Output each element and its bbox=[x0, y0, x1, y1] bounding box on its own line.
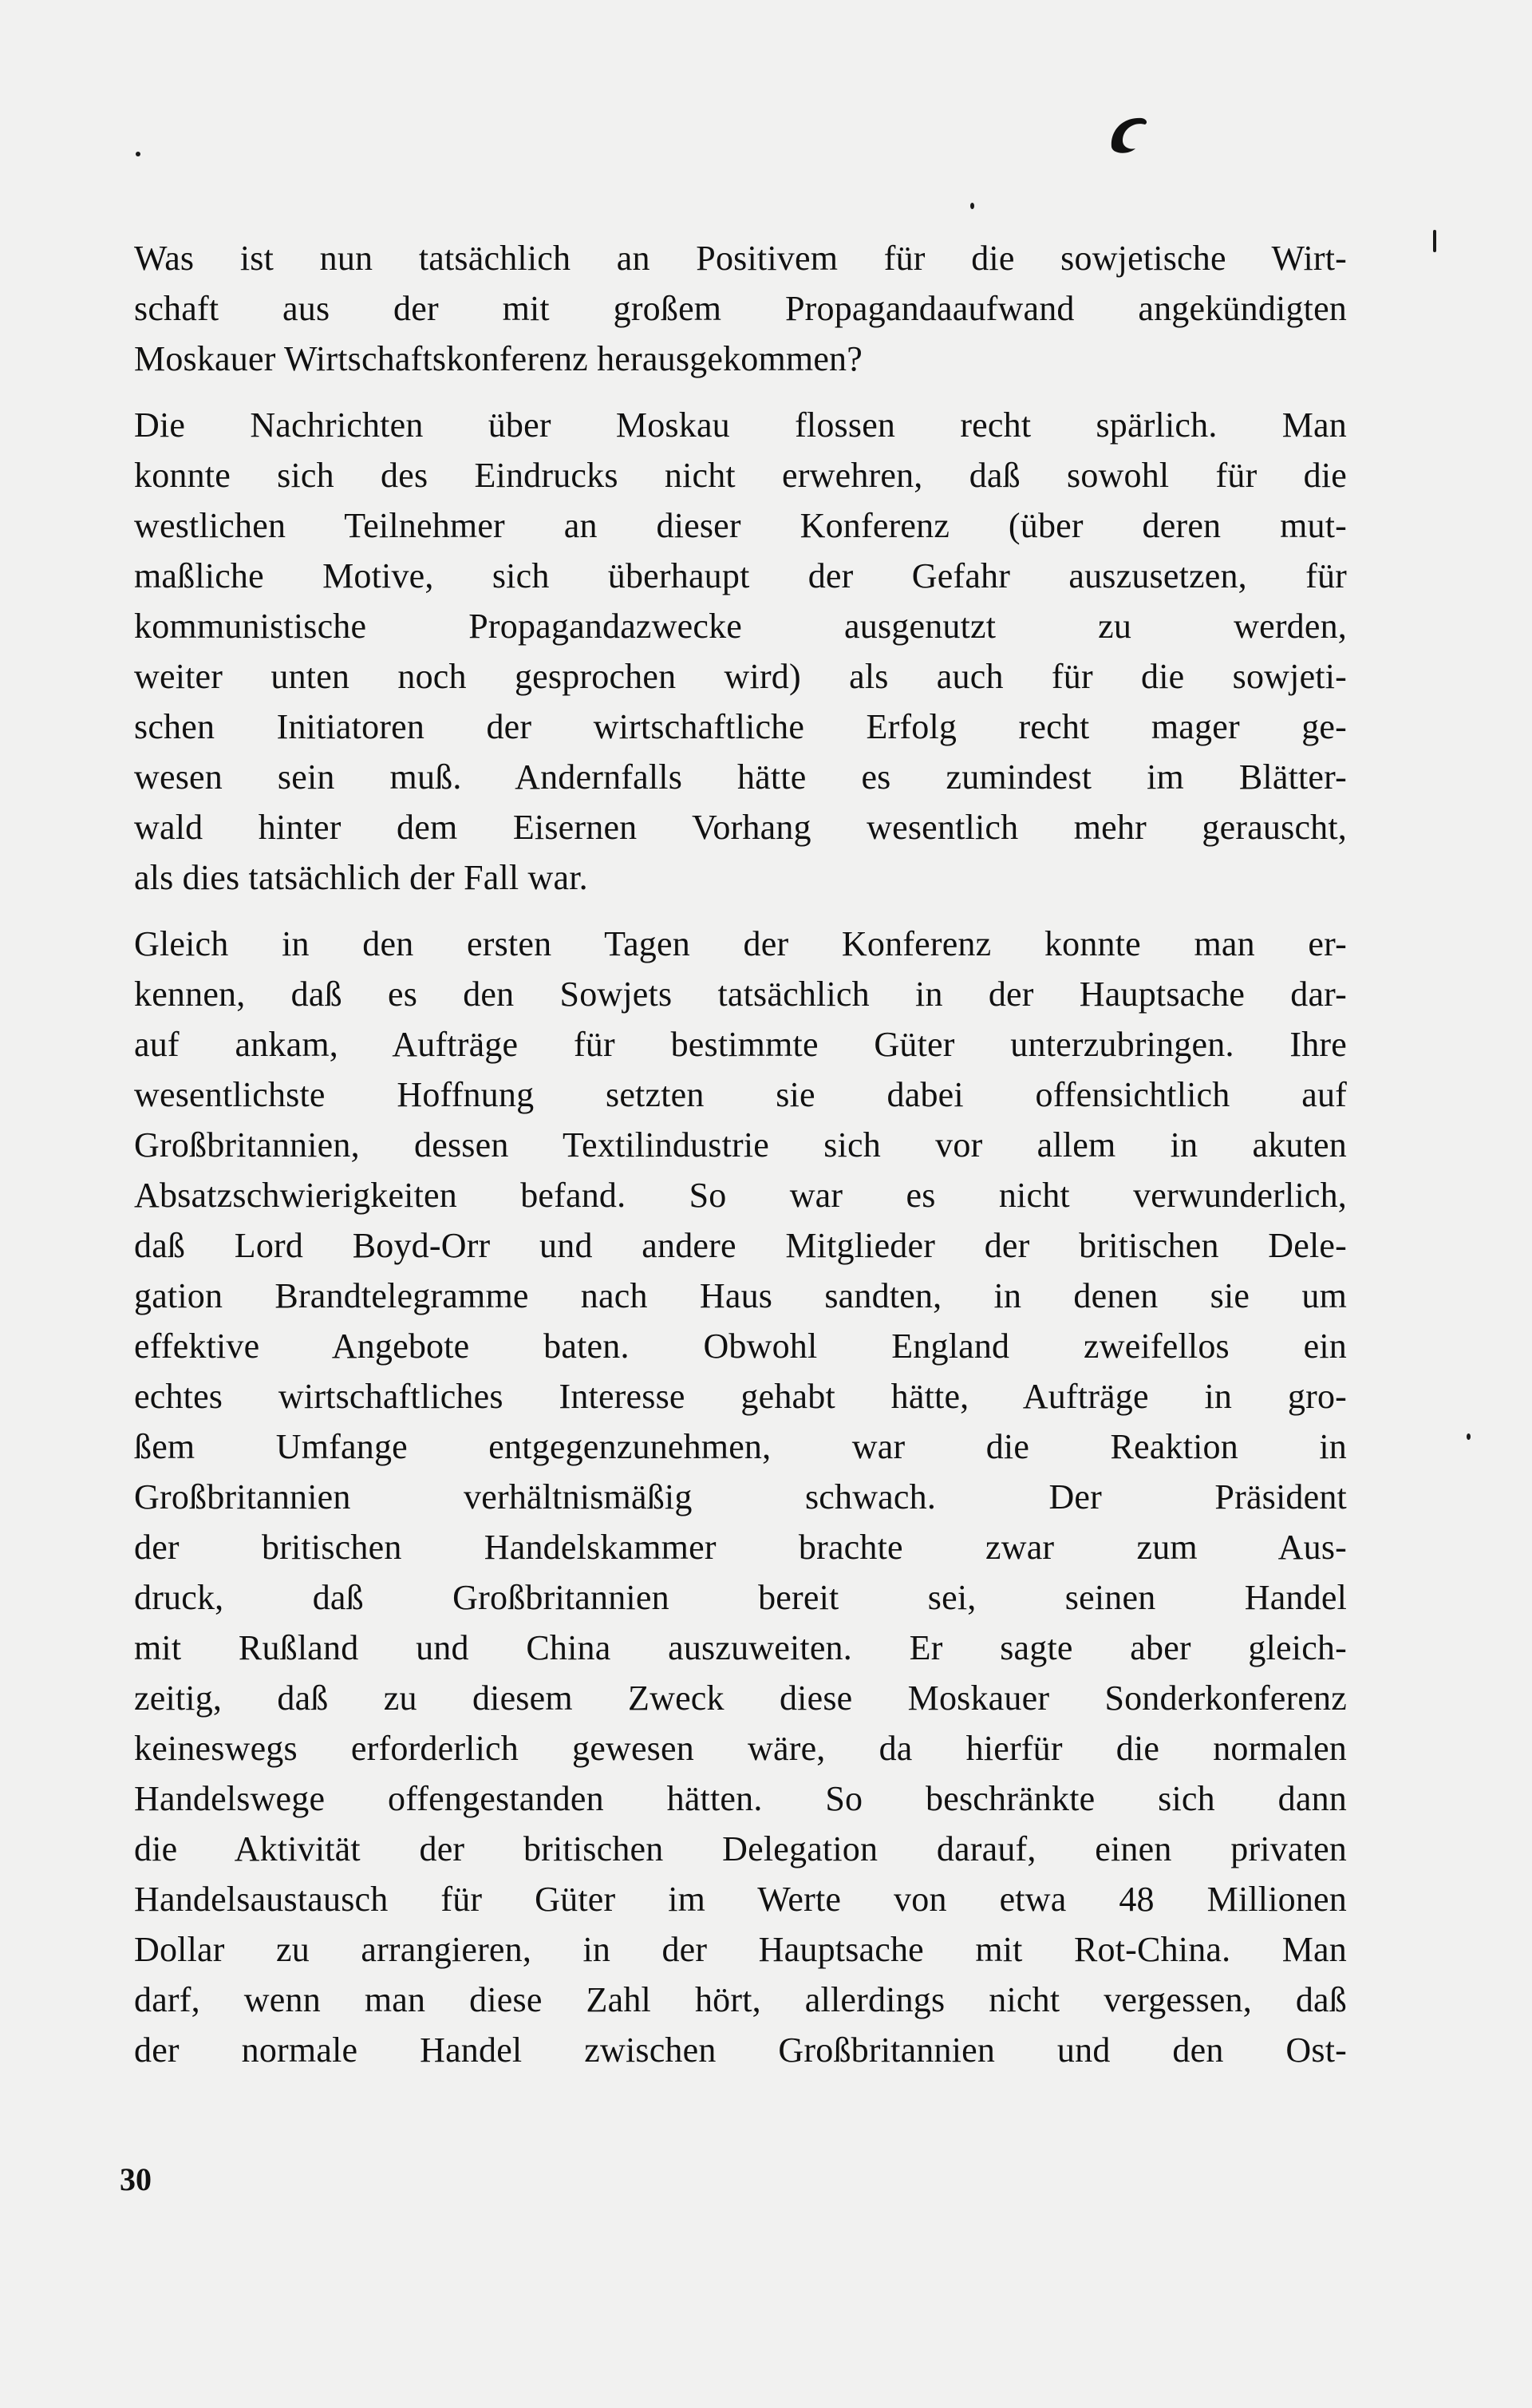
page-body bbox=[134, 233, 1347, 2091]
print-speck bbox=[1433, 230, 1436, 252]
text-line: maßliche Motive, sich überhaupt der Gefahr auszusetzen, für bbox=[134, 556, 1347, 595]
text-line: auf ankam, Aufträge für bestimmte Güter unterzubringen. Ihre bbox=[134, 1025, 1347, 1064]
text-line: schaft aus der mit großem Propagandaaufwand angekündigten bbox=[134, 289, 1347, 328]
text-line: keineswegs erforderlich gewesen wäre, da hierfür die normalen bbox=[134, 1729, 1347, 1768]
text-line: schen Initiatoren der wirtschaftliche Erfolg recht mager ge- bbox=[134, 707, 1347, 746]
print-speck bbox=[970, 203, 974, 209]
paragraph-2 bbox=[134, 400, 1347, 903]
text-line: Die Nachrichten über Moskau flossen recht spärlich. Man bbox=[134, 405, 1347, 445]
text-line: druck, daß Großbritannien bereit sei, seinen Handel bbox=[134, 1578, 1347, 1617]
text-line: zeitig, daß zu diesem Zweck diese Moskauer Sonderkonferenz bbox=[134, 1678, 1347, 1718]
text-line: Was ist nun tatsächlich an Positivem für die sowjetische Wirt- bbox=[134, 239, 1347, 278]
text-line: wesentlichste Hoffnung setzten sie dabei offensichtlich auf bbox=[134, 1075, 1347, 1114]
text-line: ßem Umfange entgegenzunehmen, war die Reaktion in bbox=[134, 1427, 1347, 1466]
text-line: mit Rußland und China auszuweiten. Er sagte aber gleich- bbox=[134, 1628, 1347, 1667]
corner-mark-icon bbox=[1105, 112, 1155, 156]
text-line: echtes wirtschaftliches Interesse gehabt hätte, Aufträge in gro- bbox=[134, 1377, 1347, 1416]
paragraph-3 bbox=[134, 919, 1347, 2075]
text-line: Moskauer Wirtschaftskonferenz herausgekommen? bbox=[134, 339, 863, 378]
text-line: weiter unten noch gesprochen wird) als auch für die sowjeti- bbox=[134, 657, 1347, 696]
page-number: 30 bbox=[120, 2161, 152, 2197]
text-line: Handelsaustausch für Güter im Werte von etwa 48 Millionen bbox=[134, 1880, 1347, 1919]
text-line: Großbritannien verhältnismäßig schwach. Der Präsident bbox=[134, 1477, 1347, 1516]
paragraph-1 bbox=[134, 233, 1347, 384]
text-line: westlichen Teilnehmer an dieser Konferenz (über deren mut- bbox=[134, 506, 1347, 545]
print-speck bbox=[1467, 1433, 1471, 1440]
text-line: kennen, daß es den Sowjets tatsächlich in der Hauptsache dar- bbox=[134, 975, 1347, 1014]
text-line: gation Brandtelegramme nach Haus sandten, in denen sie um bbox=[134, 1276, 1347, 1315]
text-line: Dollar zu arrangieren, in der Hauptsache mit Rot-China. Man bbox=[134, 1930, 1347, 1969]
print-speck bbox=[136, 152, 140, 156]
text-line: daß Lord Boyd-Orr und andere Mitglieder der britischen Dele- bbox=[134, 1226, 1347, 1265]
text-line: als dies tatsächlich der Fall war. bbox=[134, 858, 588, 897]
text-line: konnte sich des Eindrucks nicht erwehren, daß sowohl für die bbox=[134, 456, 1347, 495]
text-line: Großbritannien, dessen Textilindustrie sich vor allem in akuten bbox=[134, 1125, 1347, 1164]
text-line: wald hinter dem Eisernen Vorhang wesentlich mehr gerauscht, bbox=[134, 808, 1347, 847]
text-line: der britischen Handelskammer brachte zwar zum Aus- bbox=[134, 1528, 1347, 1567]
text-line: effektive Angebote baten. Obwohl England zweifellos ein bbox=[134, 1327, 1347, 1366]
text-line: kommunistische Propagandazwecke ausgenutzt zu werden, bbox=[134, 607, 1347, 646]
text-line: der normale Handel zwischen Großbritannien und den Ost- bbox=[134, 2030, 1347, 2070]
text-line: Gleich in den ersten Tagen der Konferenz konnte man er- bbox=[134, 924, 1347, 963]
text-line: Handelswege offengestanden hätten. So beschränkte sich dann bbox=[134, 1779, 1347, 1818]
text-line: darf, wenn man diese Zahl hört, allerdings nicht vergessen, daß bbox=[134, 1980, 1347, 2019]
text-line: wesen sein muß. Andernfalls hätte es zumindest im Blätter- bbox=[134, 757, 1347, 797]
text-line: Absatzschwierigkeiten befand. So war es nicht verwunderlich, bbox=[134, 1176, 1347, 1215]
text-line: die Aktivität der britischen Delegation darauf, einen privaten bbox=[134, 1829, 1347, 1868]
